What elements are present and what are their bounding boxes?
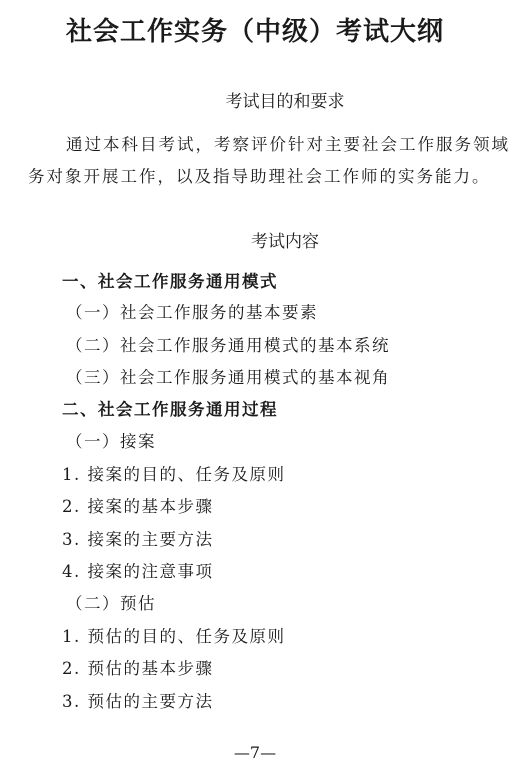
outline-item: 二、社会工作服务通用过程 — [62, 400, 278, 419]
outline-item: 1. 接案的目的、任务及原则 — [62, 465, 286, 484]
outline-item: 4. 接案的注意事项 — [62, 562, 214, 581]
page-number: —7— — [233, 743, 277, 762]
goal-text-line-1: 通过本科目考试，考察评价针对主要社会工作服务领域 — [66, 135, 510, 154]
outline-item: 3. 接案的主要方法 — [62, 530, 214, 549]
outline-item: （一）接案 — [66, 432, 156, 451]
outline-item: 2. 预估的基本步骤 — [62, 659, 214, 678]
outline-item: 2. 接案的基本步骤 — [62, 497, 214, 516]
content-heading: 考试内容 — [251, 232, 319, 252]
outline-item: （一）社会工作服务的基本要素 — [66, 303, 318, 322]
outline-item: （二）预估 — [66, 594, 156, 613]
document-title: 社会工作实务（中级）考试大纲 — [65, 17, 444, 47]
outline-item: 3. 预估的主要方法 — [62, 692, 214, 711]
goal-paragraph-line-1 — [30, 128, 510, 161]
goal-paragraph-line-2: 务对象开展工作，以及指导助理社会工作师的实务能力。 — [28, 167, 491, 186]
goal-heading: 考试目的和要求 — [225, 92, 345, 112]
outline-item: （三）社会工作服务通用模式的基本视角 — [66, 368, 390, 387]
outline-item: 一、社会工作服务通用模式 — [62, 272, 278, 291]
outline-item: 1. 预估的目的、任务及原则 — [62, 627, 286, 646]
outline-item: （二）社会工作服务通用模式的基本系统 — [66, 336, 390, 355]
